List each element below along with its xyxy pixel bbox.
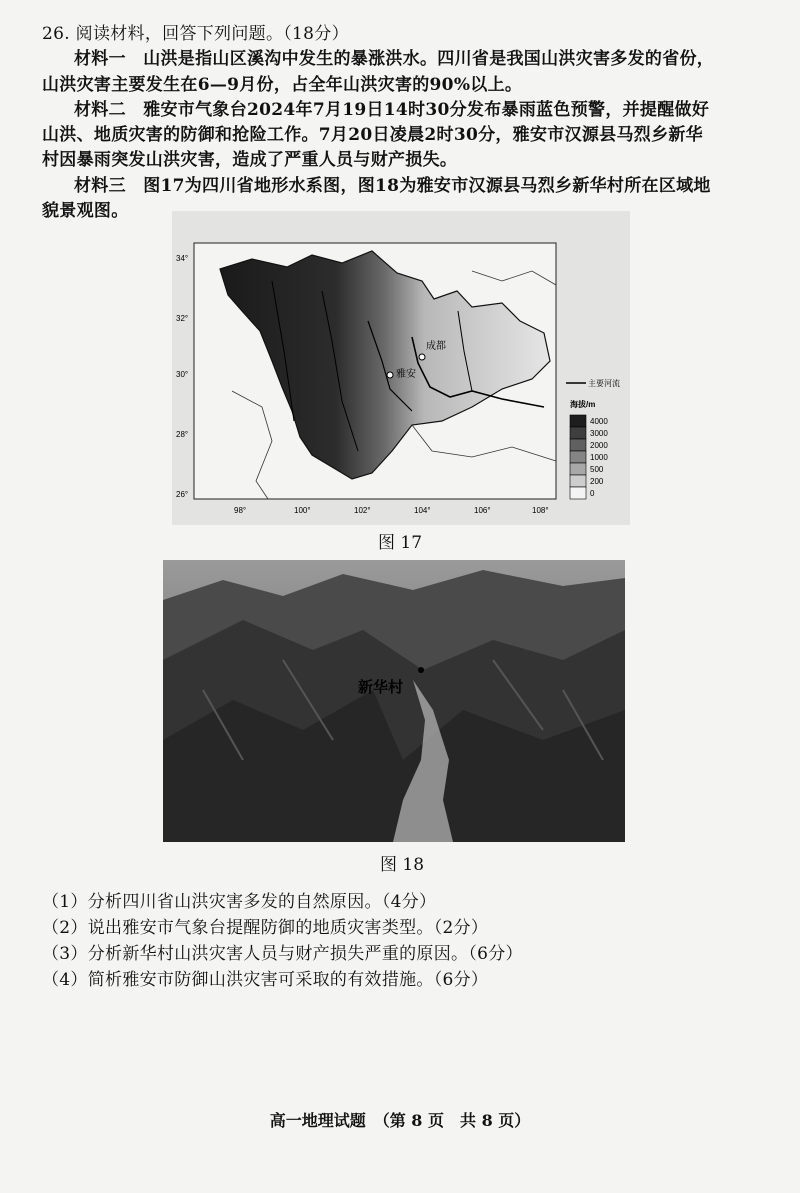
question-header: 26. 阅读材料，回答下列问题。（18分）: [42, 24, 349, 44]
xinhua-village-label: 新华村: [358, 678, 404, 696]
legend-swatch: [570, 463, 586, 475]
legend-level-label: 1000: [590, 453, 608, 462]
legend-swatch: [570, 487, 586, 499]
lat-tick: 30°: [176, 370, 189, 379]
sichuan-terrain-map: [172, 211, 630, 525]
material-3-line-2: 貌景观图。: [42, 201, 129, 221]
legend-level-label: 2000: [590, 441, 608, 450]
task-1: （1）分析四川省山洪灾害多发的自然原因。（4分）: [42, 892, 437, 912]
lat-tick: 26°: [176, 490, 189, 499]
yaan-label: 雅安: [396, 369, 416, 380]
chengdu-marker: [419, 354, 425, 360]
lon-tick: 102°: [354, 506, 371, 515]
lon-tick: 106°: [474, 506, 491, 515]
map-svg: [172, 211, 630, 525]
material-3-line-1: 材料三 图17为四川省地形水系图，图18为雅安市汉源县马烈乡新华村所在区域地: [74, 176, 711, 196]
material-2-line-2: 山洪、地质灾害的防御和抢险工作。7月20日凌晨2时30分，雅安市汉源县马烈乡新华: [42, 125, 703, 145]
legend-level-label: 4000: [590, 417, 608, 426]
lon-tick: 108°: [532, 506, 549, 515]
lat-tick: 34°: [176, 254, 189, 263]
village-marker: [418, 667, 424, 673]
figure-18-caption: 图 18: [379, 855, 425, 875]
yaan-marker: [387, 372, 393, 378]
legend-level-label: 200: [590, 477, 604, 486]
material-1-line-1: 材料一 山洪是指山区溪沟中发生的暴涨洪水。四川省是我国山洪灾害多发的省份，: [74, 49, 715, 69]
page-footer: 高一地理试题 （第 8 页 共 8 页）: [269, 1111, 531, 1130]
chengdu-label: 成都: [426, 341, 446, 352]
legend-swatch: [570, 475, 586, 487]
legend-swatch: [570, 427, 586, 439]
legend-swatch: [570, 439, 586, 451]
legend-swatch: [570, 451, 586, 463]
legend-level-label: 500: [590, 465, 604, 474]
legend-swatch: [570, 415, 586, 427]
legend-level-label: 3000: [590, 429, 608, 438]
lat-tick: 32°: [176, 314, 189, 323]
material-1-line-2: 山洪灾害主要发生在6—9月份，占全年山洪灾害的90%以上。: [42, 75, 523, 95]
photo-svg: [163, 560, 625, 842]
task-4: （4）简析雅安市防御山洪灾害可采取的有效措施。（6分）: [42, 970, 489, 990]
figure-17-caption: 图 17: [377, 533, 423, 553]
xinhua-landscape-photo: [163, 560, 625, 842]
lon-tick: 100°: [294, 506, 311, 515]
task-2: （2）说出雅安市气象台提醒防御的地质灾害类型。（2分）: [42, 918, 489, 938]
legend-title: 海拔/m: [570, 400, 596, 409]
lat-tick: 28°: [176, 430, 189, 439]
material-2-line-3: 村因暴雨突发山洪灾害，造成了严重人员与财产损失。: [42, 150, 458, 170]
elevation-legend: [570, 415, 608, 499]
legend-level-label: 0: [590, 489, 595, 498]
legend-river-label: 主要河流: [588, 379, 620, 388]
material-2-line-1: 材料二 雅安市气象台2024年7月19日14时30分发布暴雨蓝色预警，并提醒做好: [74, 100, 710, 120]
lon-tick: 104°: [414, 506, 431, 515]
task-3: （3）分析新华村山洪灾害人员与财产损失严重的原因。（6分）: [42, 944, 523, 964]
lon-tick: 98°: [234, 506, 247, 515]
